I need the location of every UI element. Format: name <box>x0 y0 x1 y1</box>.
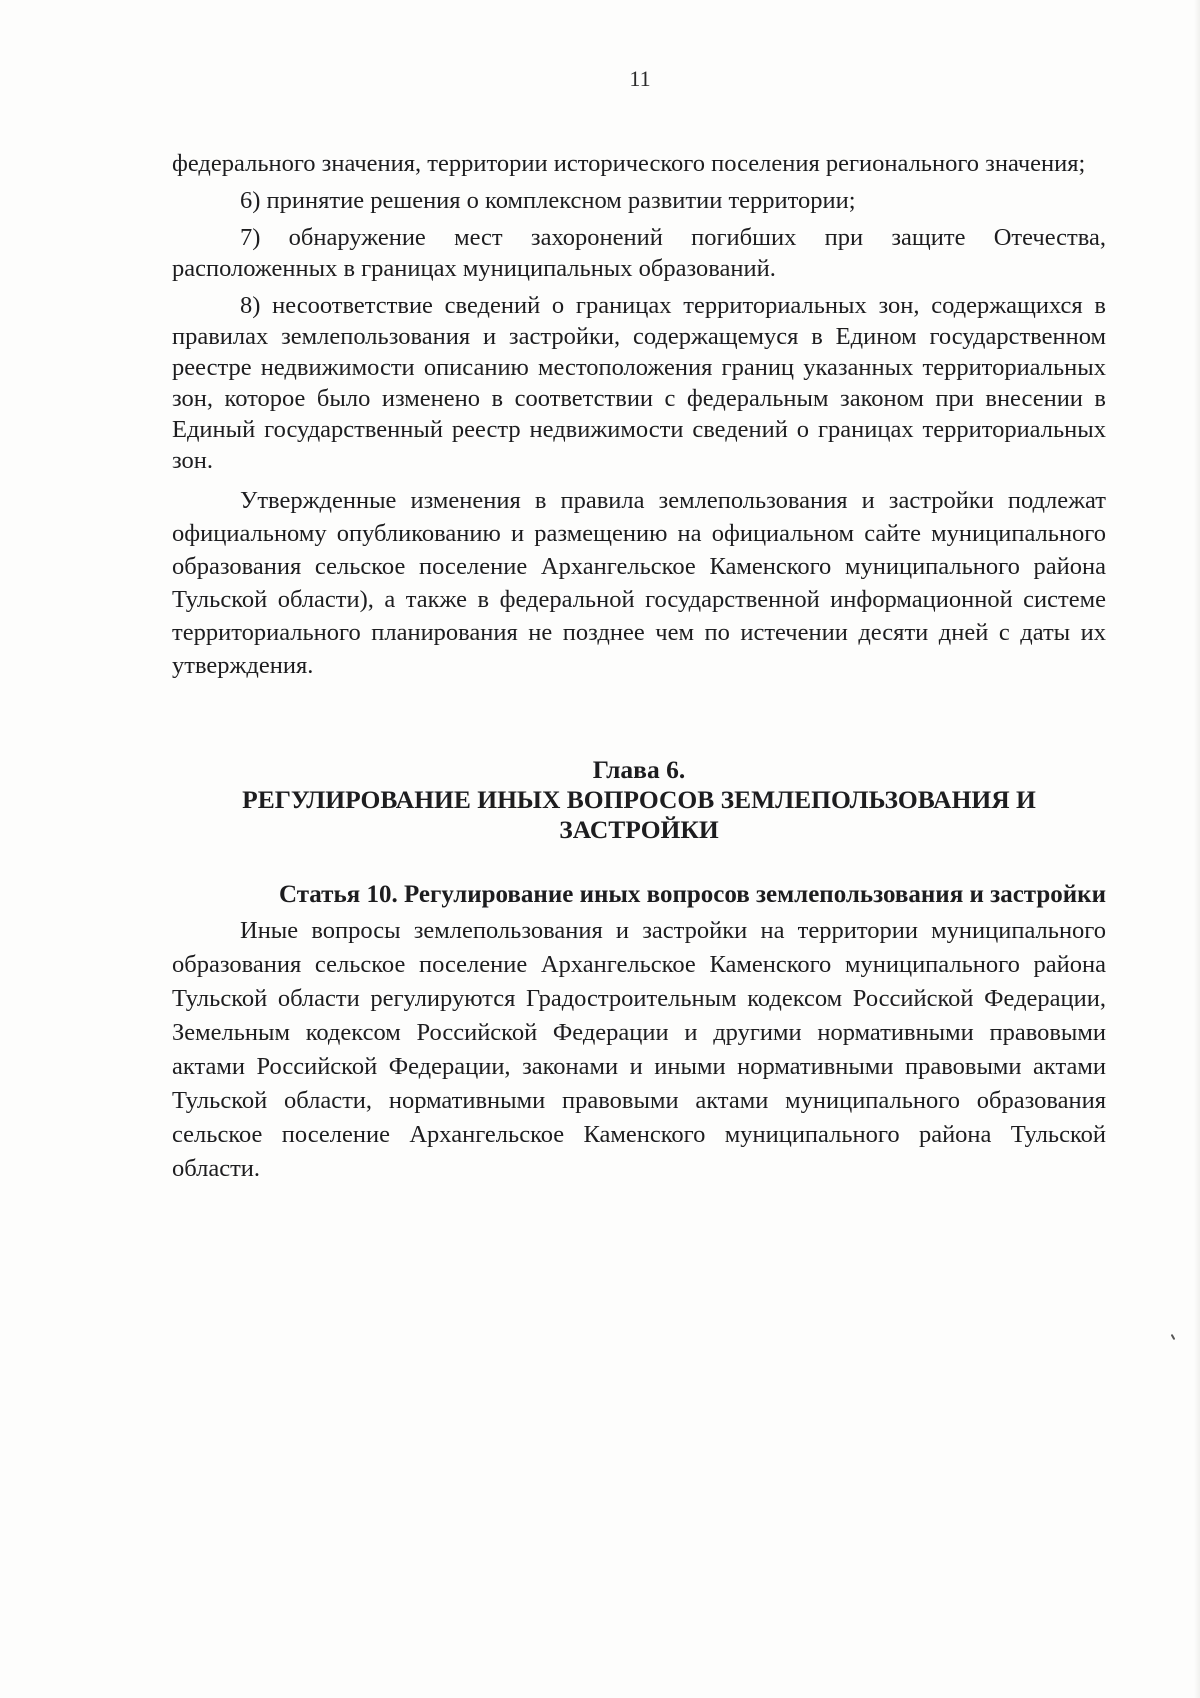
scan-mark <box>1171 1334 1176 1340</box>
paragraph-continuation: федерального значения, территории исторического поселения регионального значения; <box>172 150 1086 177</box>
paragraph-publication: Утвержденные изменения в правила землепользования и застройки подлежат официальному опубликованию и размещению на официальном сайте муниципального образования сельское поселение Архангельское Каменского муниципального района Тульской области), а также в федеральной государственной информационной системе территориального планирования не позднее чем по истечении десяти дней с даты их утверждения. <box>172 487 1106 679</box>
body-text-article <box>172 914 1106 1186</box>
article-body: Иные вопросы землепользования и застройки на территории муниципального образования сельское поселение Архангельское Каменского муниципального района Тульской области регулируются Градостроительным кодексом Российской Федерации, Земельным кодексом Российской Федерации и другими нормативными правовыми актами Российской Федерации, законами и иными нормативными правовыми актами Тульской области, нормативными правовыми актами муниципального образования сельское поселение Архангельское Каменского муниципального района Тульской области. <box>172 917 1106 1182</box>
list-item-7: 7) обнаружение мест захоронений погибших при защите Отечества, расположенных в границах муниципальных образований. <box>172 224 1106 282</box>
page-number: 11 <box>629 66 651 91</box>
list-item-8: 8) несоответствие сведений о границах территориальных зон, содержащихся в правилах землепользования и застройки, содержащемуся в Едином государственном реестре недвижимости описанию местоположения границ указанных территориальных зон, которое было изменено в соответствии с федеральным законом при внесении в Единый государственный реестр недвижимости сведений о границах территориальных зон. <box>172 292 1106 474</box>
chapter-number: Глава 6. <box>592 755 686 784</box>
list-item-6: 6) принятие решения о комплексном развитии территории; <box>240 187 856 214</box>
chapter-heading <box>172 755 1106 845</box>
body-text-top <box>172 148 1106 682</box>
scan-edge-shadow <box>1194 0 1200 1698</box>
article-title: Статья 10. Регулирование иных вопросов землепользования и застройки <box>279 881 1106 908</box>
chapter-title: РЕГУЛИРОВАНИЕ ИНЫХ ВОПРОСОВ ЗЕМЛЕПОЛЬЗОВАНИЯ И ЗАСТРОЙКИ <box>242 785 1036 844</box>
